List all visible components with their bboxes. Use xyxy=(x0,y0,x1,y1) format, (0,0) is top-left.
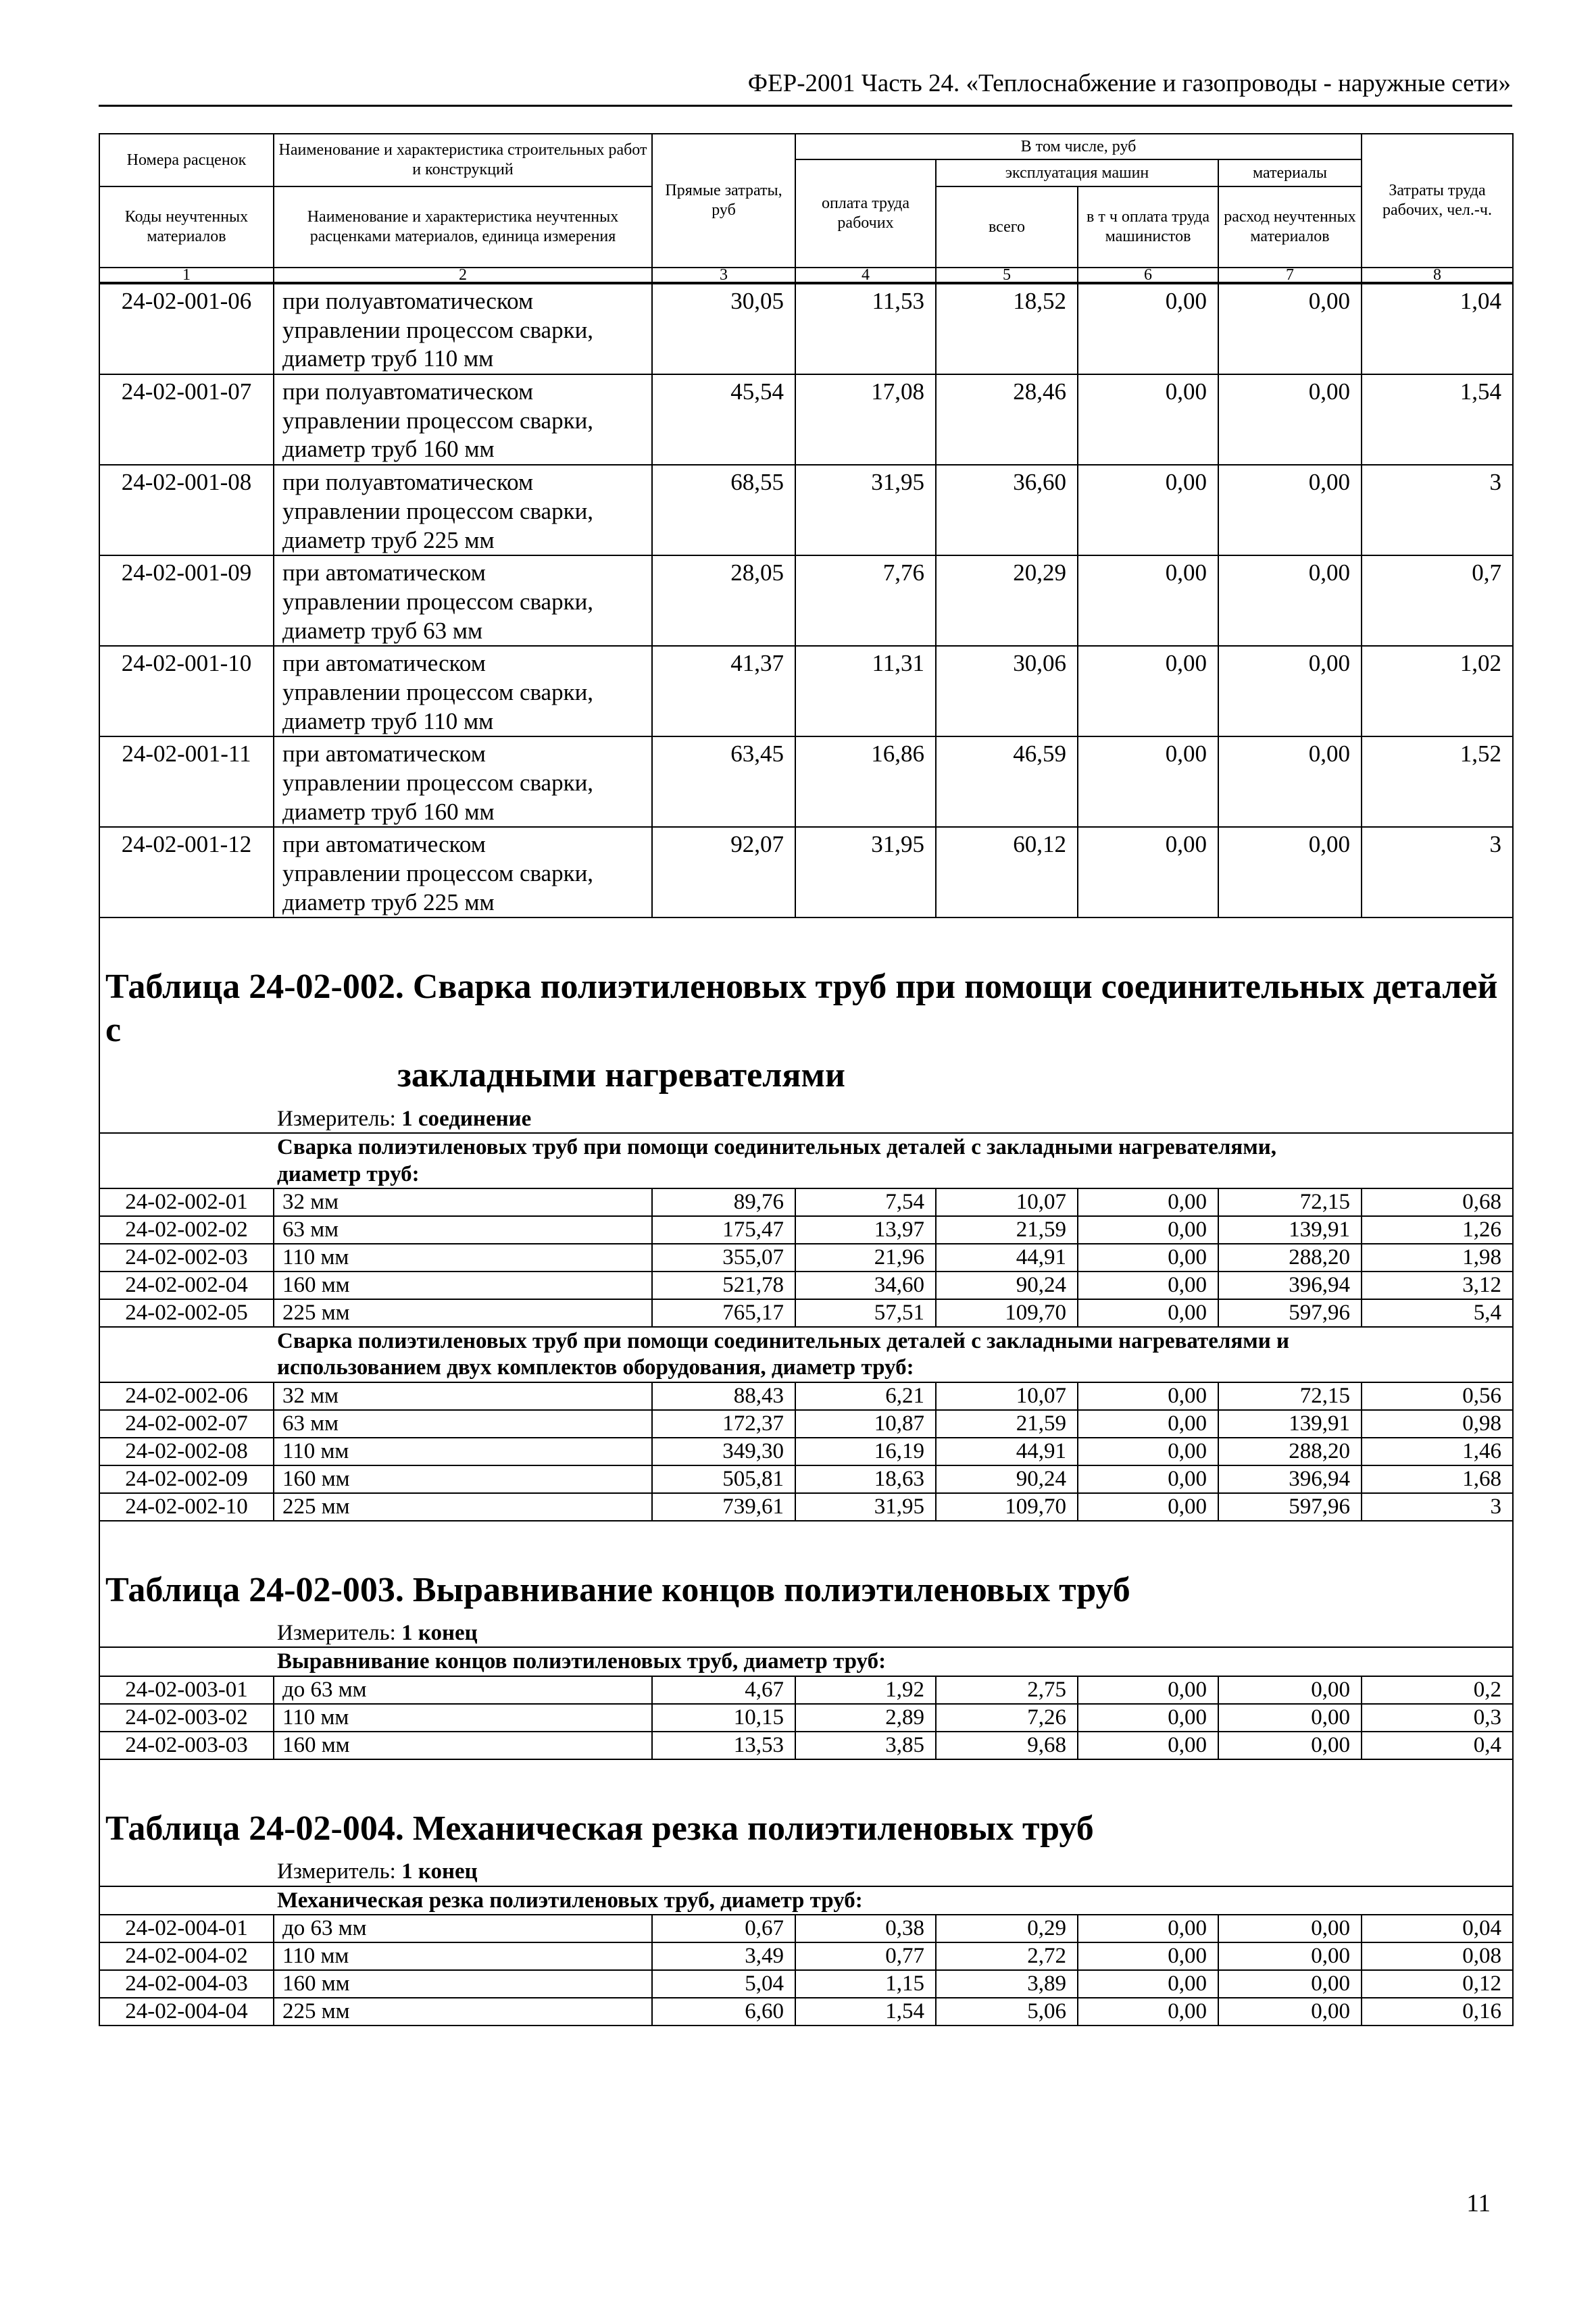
machinist-wage: 0,00 xyxy=(1078,1299,1218,1327)
machine-costs: 0,29 xyxy=(936,1915,1078,1942)
rate-description: 110 мм xyxy=(274,1438,652,1465)
machinist-wage: 0,00 xyxy=(1078,1493,1218,1521)
rate-description: 225 мм xyxy=(274,1299,652,1327)
group-title-line: использованием двух комплектов оборудования, диаметр труб: xyxy=(277,1355,914,1380)
wage-costs: 1,54 xyxy=(795,1998,936,2026)
table-row xyxy=(99,1465,1513,1493)
rate-code: 24-02-002-07 xyxy=(99,1410,274,1438)
table-row xyxy=(99,1272,1513,1299)
description-line: при полуавтоматическом xyxy=(282,288,534,314)
labor-costs: 0,98 xyxy=(1362,1410,1513,1438)
wage-costs: 18,63 xyxy=(795,1465,936,1493)
table-row xyxy=(99,736,1513,827)
table-24-02-002-heading xyxy=(99,917,1513,1133)
machinist-wage: 0,00 xyxy=(1078,1216,1218,1244)
wage-costs: 21,96 xyxy=(795,1244,936,1272)
materials: 0,00 xyxy=(1218,1942,1362,1970)
materials: 0,00 xyxy=(1218,374,1362,465)
labor-costs: 3 xyxy=(1362,1493,1513,1521)
wage-costs: 0,38 xyxy=(795,1915,936,1942)
machinist-wage: 0,00 xyxy=(1078,1676,1218,1704)
machinist-wage: 0,00 xyxy=(1078,1382,1218,1410)
column-number: 2 xyxy=(274,268,652,282)
group-title xyxy=(99,1133,1513,1188)
header-direct-costs: Прямые затраты, руб xyxy=(652,134,795,268)
rate-code: 24-02-002-06 xyxy=(99,1382,274,1410)
rate-code: 24-02-001-12 xyxy=(99,827,274,917)
wage-costs: 3,85 xyxy=(795,1732,936,1759)
direct-costs: 68,55 xyxy=(652,465,795,555)
rate-code: 24-02-003-02 xyxy=(99,1704,274,1732)
machine-costs: 109,70 xyxy=(936,1493,1078,1521)
machinist-wage: 0,00 xyxy=(1078,1942,1218,1970)
column-numbers-row xyxy=(99,268,1513,282)
machinist-wage: 0,00 xyxy=(1078,736,1218,827)
measure-value: 1 конец xyxy=(401,1859,478,1884)
machinist-wage: 0,00 xyxy=(1078,646,1218,736)
rate-description: 32 мм xyxy=(274,1188,652,1216)
table-24-02-002 xyxy=(99,1133,1513,1521)
direct-costs: 88,43 xyxy=(652,1382,795,1410)
group-title xyxy=(99,1327,1513,1382)
running-header: ФЕР-2001 Часть 24. «Теплоснабжение и газопроводы - наружные сети» xyxy=(747,70,1511,97)
wage-costs: 0,77 xyxy=(795,1942,936,1970)
header-codes: Коды неучтенных материалов xyxy=(99,186,274,268)
measure-label: Измеритель: xyxy=(277,1621,396,1646)
materials: 0,00 xyxy=(1218,646,1362,736)
wage-costs: 6,21 xyxy=(795,1382,936,1410)
rate-description: 110 мм xyxy=(274,1942,652,1970)
machinist-wage: 0,00 xyxy=(1078,555,1218,646)
table-row xyxy=(99,1493,1513,1521)
wage-costs: 10,87 xyxy=(795,1410,936,1438)
machinist-wage: 0,00 xyxy=(1078,284,1218,374)
rate-description: 225 мм xyxy=(274,1998,652,2026)
rate-description: 63 мм xyxy=(274,1410,652,1438)
rate-code: 24-02-002-10 xyxy=(99,1493,274,1521)
direct-costs: 3,49 xyxy=(652,1942,795,1970)
machine-costs: 30,06 xyxy=(936,646,1078,736)
column-number: 1 xyxy=(99,268,274,282)
table-row xyxy=(99,374,1513,465)
wage-costs: 31,95 xyxy=(795,1493,936,1521)
machine-costs: 3,89 xyxy=(936,1970,1078,1998)
description-line: при автоматическом xyxy=(282,650,486,677)
description-line: управлении процессом сварки, xyxy=(282,316,594,343)
materials: 72,15 xyxy=(1218,1188,1362,1216)
rate-code: 24-02-002-05 xyxy=(99,1299,274,1327)
wage-costs: 1,92 xyxy=(795,1676,936,1704)
labor-costs: 0,16 xyxy=(1362,1998,1513,2026)
table-row xyxy=(99,646,1513,736)
table-row xyxy=(99,1998,1513,2026)
group-title: Выравнивание концов полиэтиленовых труб, диаметр труб: xyxy=(99,1647,1513,1676)
rate-code: 24-02-001-09 xyxy=(99,555,274,646)
direct-costs: 175,47 xyxy=(652,1216,795,1244)
column-number: 7 xyxy=(1218,268,1362,282)
machine-costs: 9,68 xyxy=(936,1732,1078,1759)
wage-costs: 2,89 xyxy=(795,1704,936,1732)
machine-costs: 44,91 xyxy=(936,1244,1078,1272)
direct-costs: 92,07 xyxy=(652,827,795,917)
labor-costs: 0,7 xyxy=(1362,555,1513,646)
table-header xyxy=(99,133,1514,283)
direct-costs: 63,45 xyxy=(652,736,795,827)
table-row xyxy=(99,1732,1513,1759)
rate-description xyxy=(274,284,652,374)
machinist-wage: 0,00 xyxy=(1078,1732,1218,1759)
materials: 0,00 xyxy=(1218,827,1362,917)
wage-costs: 57,51 xyxy=(795,1299,936,1327)
rate-description: 160 мм xyxy=(274,1465,652,1493)
machinist-wage: 0,00 xyxy=(1078,1272,1218,1299)
rate-description xyxy=(274,555,652,646)
wage-costs: 16,19 xyxy=(795,1438,936,1465)
labor-costs: 1,26 xyxy=(1362,1216,1513,1244)
table-row xyxy=(99,465,1513,555)
group-title: Механическая резка полиэтиленовых труб, диаметр труб: xyxy=(99,1886,1513,1915)
table-row xyxy=(99,1244,1513,1272)
materials: 72,15 xyxy=(1218,1382,1362,1410)
wage-costs: 13,97 xyxy=(795,1216,936,1244)
direct-costs: 172,37 xyxy=(652,1410,795,1438)
machinist-wage: 0,00 xyxy=(1078,1970,1218,1998)
wage-costs: 31,95 xyxy=(795,465,936,555)
materials: 139,91 xyxy=(1218,1216,1362,1244)
direct-costs: 739,61 xyxy=(652,1493,795,1521)
rate-code: 24-02-002-02 xyxy=(99,1216,274,1244)
machinist-wage: 0,00 xyxy=(1078,1465,1218,1493)
measure-label: Измеритель: xyxy=(277,1106,396,1131)
table-row xyxy=(99,1188,1513,1216)
machinist-wage: 0,00 xyxy=(1078,1188,1218,1216)
materials: 0,00 xyxy=(1218,1915,1362,1942)
rate-code: 24-02-001-07 xyxy=(99,374,274,465)
rate-code: 24-02-001-10 xyxy=(99,646,274,736)
materials: 0,00 xyxy=(1218,1704,1362,1732)
machinist-wage: 0,00 xyxy=(1078,1244,1218,1272)
table-row xyxy=(99,1299,1513,1327)
rate-code: 24-02-002-09 xyxy=(99,1465,274,1493)
rate-description: 110 мм xyxy=(274,1704,652,1732)
table-row xyxy=(99,827,1513,917)
group-row xyxy=(99,1133,1513,1188)
materials: 0,00 xyxy=(1218,1676,1362,1704)
header-name-materials: Наименование и характеристика неучтенных расценками материалов, единица измерения xyxy=(274,186,652,268)
table-row xyxy=(99,284,1513,374)
description-line: управлении процессом сварки, xyxy=(282,678,594,705)
machinist-wage: 0,00 xyxy=(1078,827,1218,917)
machine-costs: 90,24 xyxy=(936,1272,1078,1299)
description-line: диаметр труб 160 мм xyxy=(282,436,495,463)
direct-costs: 521,78 xyxy=(652,1272,795,1299)
description-line: диаметр труб 63 мм xyxy=(282,617,483,644)
rate-description: 32 мм xyxy=(274,1382,652,1410)
machine-costs: 21,59 xyxy=(936,1216,1078,1244)
wage-costs: 11,31 xyxy=(795,646,936,736)
table-title: Таблица 24-02-004. Механическая резка полиэтиленовых труб xyxy=(99,1787,1513,1853)
table-row xyxy=(99,1410,1513,1438)
direct-costs: 10,15 xyxy=(652,1704,795,1732)
table-24-02-003 xyxy=(99,1676,1513,1759)
price-table xyxy=(99,283,1514,2026)
description-line: диаметр труб 110 мм xyxy=(282,707,494,734)
rate-description: 160 мм xyxy=(274,1272,652,1299)
labor-costs: 5,4 xyxy=(1362,1299,1513,1327)
table-row xyxy=(99,1676,1513,1704)
labor-costs: 1,52 xyxy=(1362,736,1513,827)
rate-description xyxy=(274,374,652,465)
machine-costs: 20,29 xyxy=(936,555,1078,646)
machine-costs: 10,07 xyxy=(936,1188,1078,1216)
header-including: В том числе, руб xyxy=(795,134,1362,159)
labor-costs: 0,4 xyxy=(1362,1732,1513,1759)
machine-costs: 7,26 xyxy=(936,1704,1078,1732)
table-row xyxy=(99,1970,1513,1998)
rate-code: 24-02-001-11 xyxy=(99,736,274,827)
section-24-02-001 xyxy=(99,284,1513,917)
machinist-wage: 0,00 xyxy=(1078,465,1218,555)
table-24-02-003-heading xyxy=(99,1521,1513,1676)
labor-costs: 1,98 xyxy=(1362,1244,1513,1272)
wage-costs: 1,15 xyxy=(795,1970,936,1998)
measure-label: Измеритель: xyxy=(277,1859,396,1884)
table-row xyxy=(99,1438,1513,1465)
machine-costs: 36,60 xyxy=(936,465,1078,555)
header-unaccounted-materials: расход неучтенных материалов xyxy=(1218,186,1362,268)
rate-code: 24-02-004-04 xyxy=(99,1998,274,2026)
machine-costs: 109,70 xyxy=(936,1299,1078,1327)
description-line: при автоматическом xyxy=(282,831,486,858)
machine-costs: 10,07 xyxy=(936,1382,1078,1410)
description-line: при полуавтоматическом xyxy=(282,378,534,405)
header-wage: оплата труда рабочих xyxy=(795,159,936,268)
rate-description: 160 мм xyxy=(274,1732,652,1759)
labor-costs: 0,2 xyxy=(1362,1676,1513,1704)
materials: 0,00 xyxy=(1218,1732,1362,1759)
header-labor-costs: Затраты труда рабочих, чел.-ч. xyxy=(1362,134,1513,268)
rate-description: 160 мм xyxy=(274,1970,652,1998)
labor-costs: 0,04 xyxy=(1362,1915,1513,1942)
labor-costs: 3 xyxy=(1362,827,1513,917)
description-line: управлении процессом сварки, xyxy=(282,860,594,887)
materials: 288,20 xyxy=(1218,1438,1362,1465)
table-24-02-004-heading xyxy=(99,1759,1513,1915)
description-line: диаметр труб 225 мм xyxy=(282,526,495,553)
labor-costs: 0,68 xyxy=(1362,1188,1513,1216)
column-number: 8 xyxy=(1362,268,1513,282)
rate-code: 24-02-002-01 xyxy=(99,1188,274,1216)
machinist-wage: 0,00 xyxy=(1078,1704,1218,1732)
direct-costs: 765,17 xyxy=(652,1299,795,1327)
materials: 0,00 xyxy=(1218,1970,1362,1998)
wage-costs: 31,95 xyxy=(795,827,936,917)
group-title-line: Сварка полиэтиленовых труб при помощи соединительных деталей с закладными нагревателями и xyxy=(277,1328,1290,1353)
rate-description: до 63 мм xyxy=(274,1915,652,1942)
direct-costs: 30,05 xyxy=(652,284,795,374)
direct-costs: 4,67 xyxy=(652,1676,795,1704)
rate-description xyxy=(274,736,652,827)
description-line: диаметр труб 160 мм xyxy=(282,798,495,825)
wage-costs: 7,54 xyxy=(795,1188,936,1216)
rate-code: 24-02-003-03 xyxy=(99,1732,274,1759)
description-line: управлении процессом сварки, xyxy=(282,588,594,615)
labor-costs: 1,54 xyxy=(1362,374,1513,465)
direct-costs: 5,04 xyxy=(652,1970,795,1998)
rate-description xyxy=(274,465,652,555)
materials: 0,00 xyxy=(1218,465,1362,555)
materials: 597,96 xyxy=(1218,1299,1362,1327)
direct-costs: 41,37 xyxy=(652,646,795,736)
wage-costs: 34,60 xyxy=(795,1272,936,1299)
direct-costs: 28,05 xyxy=(652,555,795,646)
labor-costs: 0,08 xyxy=(1362,1942,1513,1970)
labor-costs: 1,46 xyxy=(1362,1438,1513,1465)
description-line: управлении процессом сварки, xyxy=(282,497,594,524)
description-line: при автоматическом xyxy=(282,740,486,768)
table-row xyxy=(99,555,1513,646)
table-row xyxy=(99,1704,1513,1732)
rate-code: 24-02-004-02 xyxy=(99,1942,274,1970)
materials: 0,00 xyxy=(1218,284,1362,374)
column-number: 3 xyxy=(652,268,795,282)
column-number: 6 xyxy=(1078,268,1218,282)
materials: 396,94 xyxy=(1218,1465,1362,1493)
materials: 396,94 xyxy=(1218,1272,1362,1299)
group-row xyxy=(99,1327,1513,1382)
direct-costs: 355,07 xyxy=(652,1244,795,1272)
machine-costs: 18,52 xyxy=(936,284,1078,374)
header-rule xyxy=(99,105,1512,107)
machine-costs: 90,24 xyxy=(936,1465,1078,1493)
rate-code: 24-02-001-06 xyxy=(99,284,274,374)
direct-costs: 45,54 xyxy=(652,374,795,465)
materials: 139,91 xyxy=(1218,1410,1362,1438)
machine-costs: 2,72 xyxy=(936,1942,1078,1970)
direct-costs: 6,60 xyxy=(652,1998,795,2026)
labor-costs: 1,68 xyxy=(1362,1465,1513,1493)
page-frame xyxy=(99,133,1512,2025)
rate-description: 225 мм xyxy=(274,1493,652,1521)
header-machines-total: всего xyxy=(936,186,1078,268)
machine-costs: 21,59 xyxy=(936,1410,1078,1438)
page-number: 11 xyxy=(1466,2190,1491,2217)
materials: 0,00 xyxy=(1218,1998,1362,2026)
wage-costs: 11,53 xyxy=(795,284,936,374)
labor-costs: 3,12 xyxy=(1362,1272,1513,1299)
wage-costs: 16,86 xyxy=(795,736,936,827)
rate-code: 24-02-001-08 xyxy=(99,465,274,555)
materials: 0,00 xyxy=(1218,555,1362,646)
group-title-line: диаметр труб: xyxy=(277,1161,420,1186)
machinist-wage: 0,00 xyxy=(1078,1410,1218,1438)
table-24-02-004 xyxy=(99,1915,1513,2026)
table-title: Таблица 24-02-002. Сварка полиэтиленовых труб при помощи соединительных деталей с xyxy=(99,945,1513,1054)
machine-costs: 46,59 xyxy=(936,736,1078,827)
machine-costs: 2,75 xyxy=(936,1676,1078,1704)
machine-costs: 28,46 xyxy=(936,374,1078,465)
wage-costs: 7,76 xyxy=(795,555,936,646)
materials: 288,20 xyxy=(1218,1244,1362,1272)
rate-code: 24-02-002-04 xyxy=(99,1272,274,1299)
column-number: 5 xyxy=(936,268,1078,282)
rate-code: 24-02-004-03 xyxy=(99,1970,274,1998)
table-row xyxy=(99,1216,1513,1244)
group-title-line: Сварка полиэтиленовых труб при помощи соединительных деталей с закладными нагревателями, xyxy=(277,1135,1277,1159)
rate-description: 63 мм xyxy=(274,1216,652,1244)
materials: 0,00 xyxy=(1218,736,1362,827)
labor-costs: 3 xyxy=(1362,465,1513,555)
table-row xyxy=(99,1915,1513,1942)
description-line: управлении процессом сварки, xyxy=(282,407,594,434)
machinist-wage: 0,00 xyxy=(1078,1998,1218,2026)
materials: 597,96 xyxy=(1218,1493,1362,1521)
direct-costs: 13,53 xyxy=(652,1732,795,1759)
machinist-wage: 0,00 xyxy=(1078,374,1218,465)
rate-code: 24-02-003-01 xyxy=(99,1676,274,1704)
labor-costs: 1,02 xyxy=(1362,646,1513,736)
header-numbers: Номера расценок xyxy=(99,134,274,186)
rate-description: 110 мм xyxy=(274,1244,652,1272)
table-title: закладными нагревателями xyxy=(99,1054,1513,1099)
direct-costs: 505,81 xyxy=(652,1465,795,1493)
machine-costs: 5,06 xyxy=(936,1998,1078,2026)
direct-costs: 89,76 xyxy=(652,1188,795,1216)
table-row xyxy=(99,1382,1513,1410)
rate-description: до 63 мм xyxy=(274,1676,652,1704)
labor-costs: 0,56 xyxy=(1362,1382,1513,1410)
measure-value: 1 конец xyxy=(401,1621,478,1646)
header-machines: эксплуатация машин xyxy=(936,159,1218,186)
column-number: 4 xyxy=(795,268,936,282)
description-line: управлении процессом сварки, xyxy=(282,770,594,796)
labor-costs: 0,3 xyxy=(1362,1704,1513,1732)
rate-code: 24-02-002-03 xyxy=(99,1244,274,1272)
table-title: Таблица 24-02-003. Выравнивание концов полиэтиленовых труб xyxy=(99,1549,1513,1614)
wage-costs: 17,08 xyxy=(795,374,936,465)
description-line: при полуавтоматическом xyxy=(282,469,534,496)
labor-costs: 1,04 xyxy=(1362,284,1513,374)
direct-costs: 349,30 xyxy=(652,1438,795,1465)
description-line: диаметр труб 110 мм xyxy=(282,345,494,372)
direct-costs: 0,67 xyxy=(652,1915,795,1942)
description-line: при автоматическом xyxy=(282,559,486,586)
header-name-works: Наименование и характеристика строительных работ и конструкций xyxy=(274,134,652,186)
machine-costs: 44,91 xyxy=(936,1438,1078,1465)
header-materials: материалы xyxy=(1218,159,1362,186)
labor-costs: 0,12 xyxy=(1362,1970,1513,1998)
table-row xyxy=(99,1942,1513,1970)
header-machinists-wage: в т ч оплата труда машинистов xyxy=(1078,186,1218,268)
machine-costs: 60,12 xyxy=(936,827,1078,917)
description-line: диаметр труб 225 мм xyxy=(282,888,495,915)
rate-description xyxy=(274,646,652,736)
measure-value: 1 соединение xyxy=(401,1106,532,1131)
machinist-wage: 0,00 xyxy=(1078,1915,1218,1942)
machinist-wage: 0,00 xyxy=(1078,1438,1218,1465)
rate-code: 24-02-002-08 xyxy=(99,1438,274,1465)
rate-description xyxy=(274,827,652,917)
rate-code: 24-02-004-01 xyxy=(99,1915,274,1942)
